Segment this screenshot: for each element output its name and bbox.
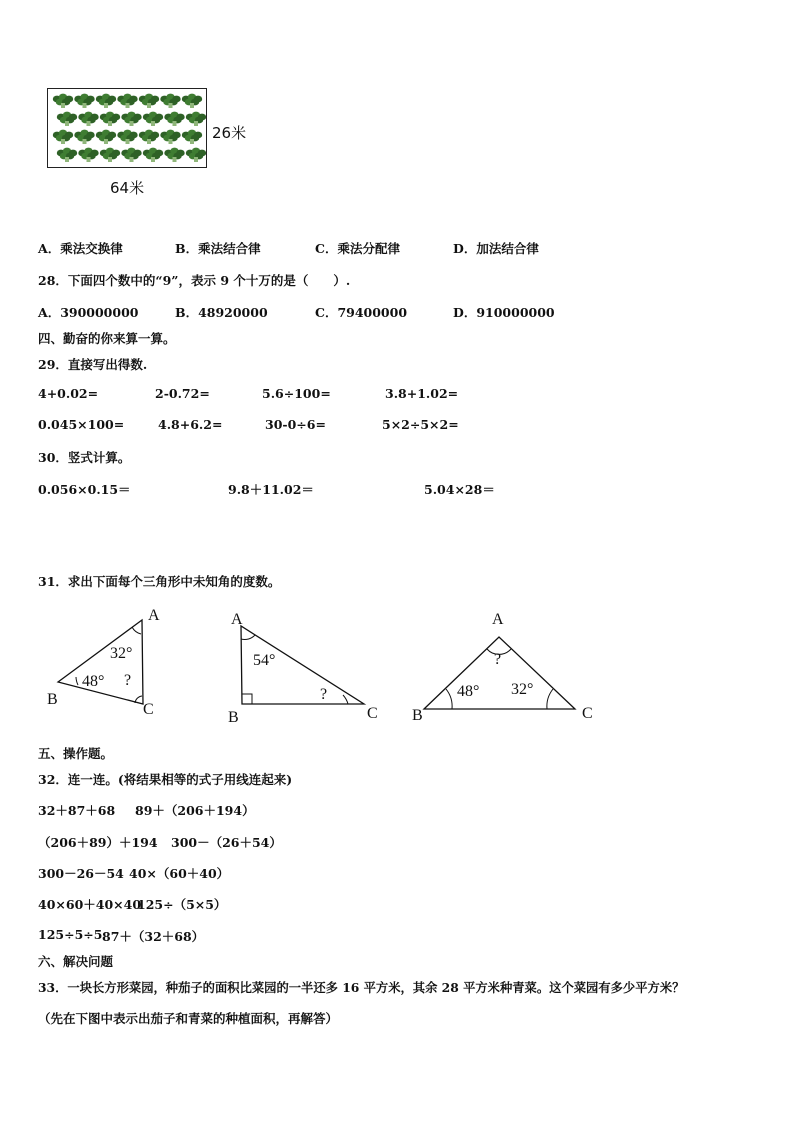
triangle-1-unknown-angle: ? [124,672,132,689]
q32-r4-left: 40×60＋40×40 [38,897,142,912]
triangle-2-unknown-angle: ? [320,686,328,703]
q32-r1-right: 89＋（206＋194） [135,803,255,818]
vegetable-icon [139,94,159,108]
q30-item-3: 5.04×28＝ [424,482,495,497]
triangle-3 [410,608,610,728]
q29-stem: 29．直接写出得数. [38,357,148,372]
garden-figure [47,88,207,168]
triangle-1-vertex-c: C [143,701,154,718]
vegetable-icon [121,148,141,162]
vegetable-icon [100,148,120,162]
vegetable-icon [57,112,77,126]
q27-option-b: B．乘法结合律 [175,241,261,256]
vegetable-icon [139,130,159,144]
triangle-2-vertex-a: A [231,611,243,628]
vegetable-icon [160,94,180,108]
vegetable-icon [96,130,116,144]
q29-r1-c4: 3.8+1.02= [385,386,459,401]
garden-height-label: 26米 [212,124,247,142]
q27-option-c: C．乘法分配律 [315,241,400,256]
vegetable-icon [164,148,184,162]
q29-r2-c3: 30-0÷6= [265,417,326,432]
q32-r5-left: 125÷5÷5 [38,927,103,942]
vegetable-icon [182,130,202,144]
triangle-2-vertex-c: C [367,705,378,722]
q32-stem: 32．连一连。(将结果相等的式子用线连起来) [38,772,293,787]
vegetable-icon [53,94,73,108]
q32-r2-right: 300－（26＋54） [171,835,282,850]
vegetable-icon [96,94,116,108]
q29-r1-c2: 2-0.72= [155,386,210,401]
q33-note: （先在下图中表示出茄子和青菜的种植面积，再解答） [38,1011,339,1026]
vegetable-icon [74,94,94,108]
vegetable-icon [186,112,206,126]
triangle-2-vertex-b: B [228,709,239,726]
vegetable-icon [143,112,163,126]
q28-option-a: A．390000000 [38,305,139,320]
q32-r4-right: 125÷（5×5） [137,897,227,912]
q32-r2-left: （206＋89）＋194 [38,835,158,850]
triangle-3-vertex-a: A [492,611,504,628]
triangle-3-vertex-c: C [582,705,593,722]
triangle-3-angle-c: 32° [511,681,534,698]
q30-item-1: 0.056×0.15＝ [38,482,131,497]
q28-option-d: D．910000000 [453,305,555,320]
triangle-1-angle-b: 48° [82,673,105,690]
triangle-1-vertex-a: A [148,607,160,624]
q29-r2-c1: 0.045×100= [38,417,125,432]
vegetable-icon [182,94,202,108]
q29-r1-c3: 5.6÷100= [262,386,331,401]
q31-stem: 31．求出下面每个三角形中未知角的度数。 [38,574,281,589]
vegetable-icon [160,130,180,144]
vegetable-icon [164,112,184,126]
vegetable-icon [100,112,120,126]
triangle-1-vertex-b: B [47,691,58,708]
q29-r2-c4: 5×2÷5×2= [382,417,459,432]
q29-r1-c1: 4+0.02= [38,386,99,401]
q28-option-c: C．79400000 [315,305,408,320]
section-4-heading: 四、勤奋的你来算一算。 [38,331,176,346]
triangle-3-angle-b: 48° [457,683,480,700]
q33-stem: 33．一块长方形菜园，种茄子的面积比菜园的一半还多 16 平方米，其余 28 平方米种青菜。这个菜园有多少平方米？ [38,980,685,995]
vegetable-icon [78,112,98,126]
q28-option-b: B．48920000 [175,305,268,320]
vegetable-icon [78,148,98,162]
q32-r1-left: 32＋87＋68 [38,803,116,818]
vegetable-icon [121,112,141,126]
vegetable-grid-image [48,89,206,167]
q30-stem: 30．竖式计算。 [38,450,131,465]
vegetable-icon [57,148,77,162]
garden-width-label: 64米 [110,179,145,197]
triangle-3-vertex-b: B [412,707,423,724]
triangle-1-angle-a: 32° [110,645,133,662]
section-6-heading: 六、解决问题 [38,954,114,969]
q27-option-a: A．乘法交换律 [38,241,123,256]
q32-r3-left: 300－26－54 [38,866,124,881]
vegetable-icon [186,148,206,162]
triangle-3-unknown-angle: ? [494,651,502,668]
q28-stem: 28．下面四个数中的“9”，表示 9 个十万的是（ ）. [38,273,351,288]
vegetable-icon [74,130,94,144]
vegetable-icon [117,94,137,108]
q27-option-d: D．加法结合律 [453,241,539,256]
q29-r2-c2: 4.8+6.2= [158,417,223,432]
triangle-1 [40,608,200,728]
vegetable-icon [53,130,73,144]
vegetable-icon [143,148,163,162]
section-5-heading: 五、操作题。 [38,746,114,761]
vegetable-icon [117,130,137,144]
triangle-2-angle-a: 54° [253,652,276,669]
q32-r3-right: 40×（60＋40） [129,866,230,881]
q30-item-2: 9.8＋11.02＝ [228,482,314,497]
q32-r5-right: 87＋（32＋68） [102,929,205,944]
